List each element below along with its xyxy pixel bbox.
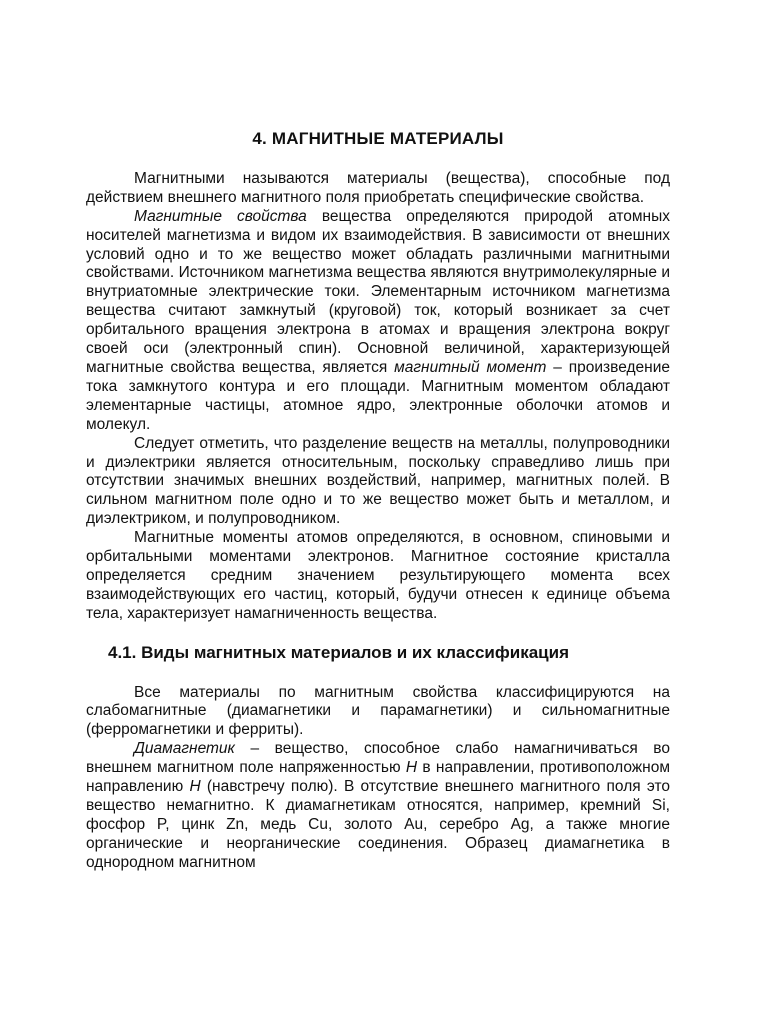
book-page <box>86 130 670 873</box>
text-run: – вещество, способное слабо намагничиваться во внешнем магнитном поле напряженностью <box>86 740 670 777</box>
italic-term: Магнитные свойства <box>134 207 307 225</box>
text-run: Магнитными называются материалы (вещества), способные под действием внешнего магнитного поля приобретать специфические свойства. <box>86 169 670 206</box>
italic-term: H <box>189 778 201 796</box>
italic-term: Диамагнетик <box>134 740 235 758</box>
italic-term: магнитный момент <box>394 358 547 376</box>
text-run: Магнитные моменты атомов определяются, в основном, спиновыми и орбитальными моментами электронов. Магнитное состояние кристалла определяется средним значением результирующего момента всех взаимодействующих его частиц, который, будучи отнесен к единице объема тела, характеризует намагниченность вещества. <box>86 529 670 622</box>
text-run: вещества определяются природой атомных носителей магнетизма и видом их взаимодействия. В зависимости от внешних условий одно и то же вещество может обладать различными магнитными свойствами. Источником магнетизма вещества являются внутримолекулярные и внутриатомные электрические токи. Элементарным источником магнетизма вещества считают замкнутый (круговой) ток, который возникает за счет орбитального вращения электрона в атомах и вращения электрона вокруг своей оси (электронный спин). Основной величиной, характеризующей магнитные свойства вещества, является <box>86 207 670 376</box>
section-title: 4.1. Виды магнитных материалов и их классификация <box>108 642 569 662</box>
paragraph <box>86 529 670 624</box>
text-run: Следует отметить, что разделение веществ на металлы, полупроводники и диэлектрики является относительным, поскольку справедливо лишь при отсутствии значимых внешних воздействий, например, магнитных полей. В сильном магнитном поле одно и то же вещество может быть и металлом, и диэлектриком, и полупроводником. <box>86 434 670 528</box>
text-run: (навстречу полю). В отсутствие внешнего магнитного поля это вещество немагнитно. К диамагнетикам относятся, например, кремний Si, фосфор P, цинк Zn, медь Cu, золото Au, серебро Ag, а также многие органические и неорганические соединения. Образец диамагнетика в однородном магнитном <box>86 778 670 871</box>
text-run: в направлении, противоположном направлению <box>86 759 671 796</box>
section-body <box>86 684 670 873</box>
paragraph <box>86 740 670 872</box>
text-run: Все материалы по магнитным свойства классифицируются на слабомагнитные (диамагнетики и парамагнетики) и сильномагнитные (ферромагнетики и ферриты). <box>86 683 670 739</box>
text-run: – произведение тока замкнутого контура и его площади. Магнитным моментом обладают элементарные частицы, атомное ядро, электронные оболочки атомов и молекул. <box>86 358 670 433</box>
chapter-body <box>86 170 670 624</box>
paragraph <box>86 170 670 208</box>
chapter-title: 4. МАГНИТНЫЕ МАТЕРИАЛЫ <box>252 129 504 148</box>
italic-term: H <box>405 759 418 777</box>
paragraph <box>86 208 670 435</box>
paragraph <box>86 435 670 530</box>
paragraph <box>86 684 670 741</box>
